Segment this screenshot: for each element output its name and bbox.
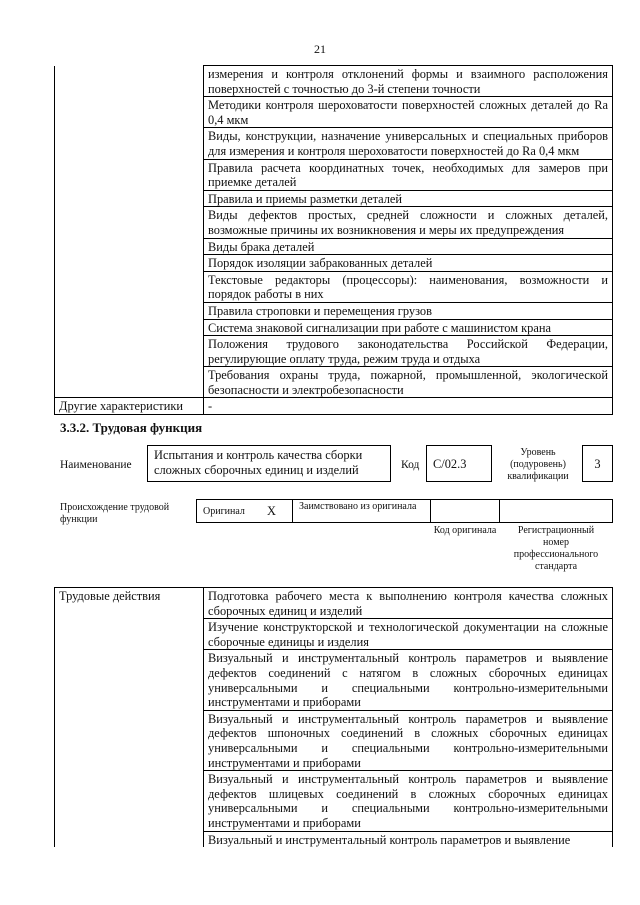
section-title: 3.3.2. Трудовая функция — [60, 420, 203, 435]
knowledge-item: Методики контроля шероховатости поверхностей сложных деталей до Ra 0,4 мкм — [204, 97, 613, 128]
code-value: C/02.3 — [433, 457, 467, 471]
labor-action-item: Визуальный и инструментальный контроль параметров и выявление — [204, 831, 613, 847]
labor-action-item: Визуальный и инструментальный контроль параметров и выявление дефектов шпоночных соединений в сложных сборочных единицах универсальными и специальными контрольно-измерительными инструментами и приборами — [204, 710, 613, 770]
code-box — [426, 445, 492, 482]
labor-action-item: Визуальный и инструментальный контроль параметров и выявление дефектов шлицевых соединений в сложных сборочных единицах универсальными и специальными контрольно-измерительными инструментами и приборами — [204, 771, 613, 831]
knowledge-item: Правила расчета координатных точек, необходимых для замеров при приемке деталей — [204, 159, 613, 190]
knowledge-item: измерения и контроля отклонений формы и взаимного расположения поверхностей с точностью до 3-й степени точности — [204, 66, 613, 97]
other-characteristics-label: Другие характеристики — [55, 398, 204, 415]
level-box — [582, 445, 613, 482]
labor-actions-table — [54, 587, 613, 847]
labor-action-row — [55, 588, 613, 619]
original-label: Оригинал — [203, 506, 245, 517]
code-label: Код — [401, 459, 420, 471]
function-name-box — [147, 445, 391, 482]
reg-number-box — [499, 499, 613, 523]
level-value: 3 — [594, 457, 601, 471]
origin-label: Происхождение трудовой функции — [60, 502, 170, 525]
knowledge-item: Положения трудового законодательства Российской Федерации, регулирующие оплату труда, режим труда и отдыха — [204, 336, 613, 367]
knowledge-item: Система знаковой сигнализации при работе с машинистом крана — [204, 319, 613, 336]
other-characteristics-row — [55, 398, 613, 415]
labor-action-item: Подготовка рабочего места к выполнению контроля качества сложных сборочных единиц и изделий — [204, 588, 613, 619]
labor-action-item: Визуальный и инструментальный контроль параметров и выявление дефектов соединений с натягом в сложных сборочных единицах универсальными и специальными контрольно-измерительными инструментами и приборами — [204, 650, 613, 710]
knowledge-row — [55, 66, 613, 97]
reg-caption: Регистрационный номер профессионального стандарта — [513, 525, 599, 572]
function-name: Испытания и контроль качества сборки сложных сборочных единиц и изделий — [154, 448, 363, 477]
borrowed-box — [292, 499, 431, 523]
knowledge-table — [54, 65, 613, 415]
knowledge-item: Правила строповки и перемещения грузов — [204, 302, 613, 319]
knowledge-item: Правила и приемы разметки деталей — [204, 190, 613, 207]
code-caption: Код оригинала — [433, 525, 497, 536]
other-characteristics-value: - — [204, 398, 613, 415]
labor-action-item: Изучение конструкторской и технологической документации на сложные сборочные единицы и изделия — [204, 619, 613, 650]
borrowed-label: Заимствовано из оригинала — [299, 501, 417, 512]
knowledge-item: Требования охраны труда, пожарной, промышленной, экологической безопасности и электробезопасности — [204, 367, 613, 398]
knowledge-item: Порядок изоляции забракованных деталей — [204, 255, 613, 272]
knowledge-item: Текстовые редакторы (процессоры): наименования, возможности и порядок работы в них — [204, 271, 613, 302]
knowledge-item: Виды дефектов простых, средней сложности и сложных деталей, возможные причины их возникновения и меры их предупреждения — [204, 207, 613, 238]
level-label: Уровень (подуровень) квалификации — [507, 447, 569, 482]
labor-actions-label: Трудовые действия — [55, 588, 204, 848]
original-code-box — [430, 499, 500, 523]
original-mark: X — [267, 504, 276, 518]
name-label: Наименование — [60, 459, 132, 471]
knowledge-item: Виды брака деталей — [204, 238, 613, 255]
knowledge-item: Виды, конструкции, назначение универсальных и специальных приборов для измерения и контроля шероховатости поверхностей до Ra 0,4 мкм — [204, 128, 613, 159]
page-number: 21 — [314, 42, 326, 56]
original-box — [196, 499, 293, 523]
knowledge-left-cell — [55, 66, 204, 398]
